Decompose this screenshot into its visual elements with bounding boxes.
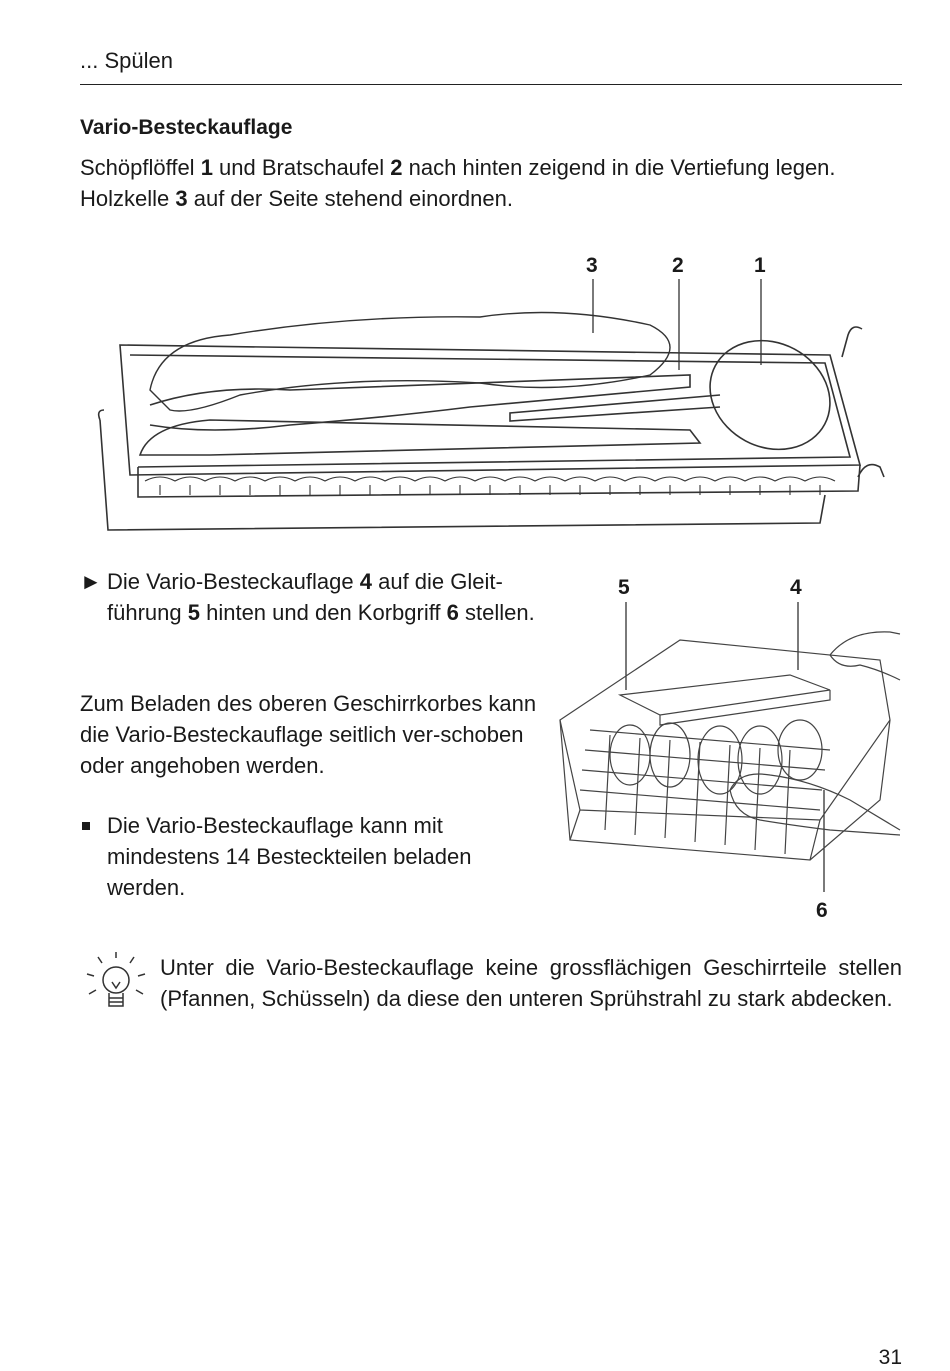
label-2: 2: [672, 254, 684, 277]
section-title: Vario-Besteckauflage: [80, 116, 293, 139]
step-arrow-icon: ►: [80, 569, 102, 594]
section-name: ... Spülen: [80, 48, 173, 73]
running-header: [80, 46, 902, 85]
tip-text: Unter die Vario-Besteckauflage keine grossflächigen Geschirrteile stellen (Pfannen, Schüsseln) da diese den unteren Sprühstrahl zu stark abdecken.: [160, 955, 902, 1011]
intro-line-1: Schöpflöffel 1 und Bratschaufel 2 nach hinten zeigend in die Vertiefung legen.: [80, 155, 836, 180]
intro-text: [80, 152, 910, 214]
intro-line-2: Holzkelle 3 auf der Seite stehend einordnen.: [80, 186, 513, 211]
bullet-item: Die Vario-Besteckauflage kann mit mindestens 14 Besteckteilen beladen werden.: [80, 810, 550, 903]
label-6: 6: [816, 899, 828, 922]
bullet-square-icon: [82, 822, 90, 830]
step-instruction: ► Die Vario-Besteckauflage 4 auf die Gleit-führung 5 hinten und den Korbgriff 6 stellen.: [80, 566, 550, 628]
label-5: 5: [618, 576, 630, 599]
lightbulb-icon: [80, 948, 150, 1028]
label-3: 3: [586, 254, 598, 277]
loading-paragraph: Zum Beladen des oberen Geschirrkorbes kann die Vario-Besteckauflage seitlich ver-schoben oder angehoben werden.: [80, 691, 537, 778]
label-1: 1: [754, 254, 766, 277]
label-4: 4: [790, 576, 802, 599]
upper-basket-illustration: [550, 570, 910, 930]
cutlery-rack-illustration: [90, 245, 900, 545]
page-number: 31: [878, 1346, 902, 1369]
